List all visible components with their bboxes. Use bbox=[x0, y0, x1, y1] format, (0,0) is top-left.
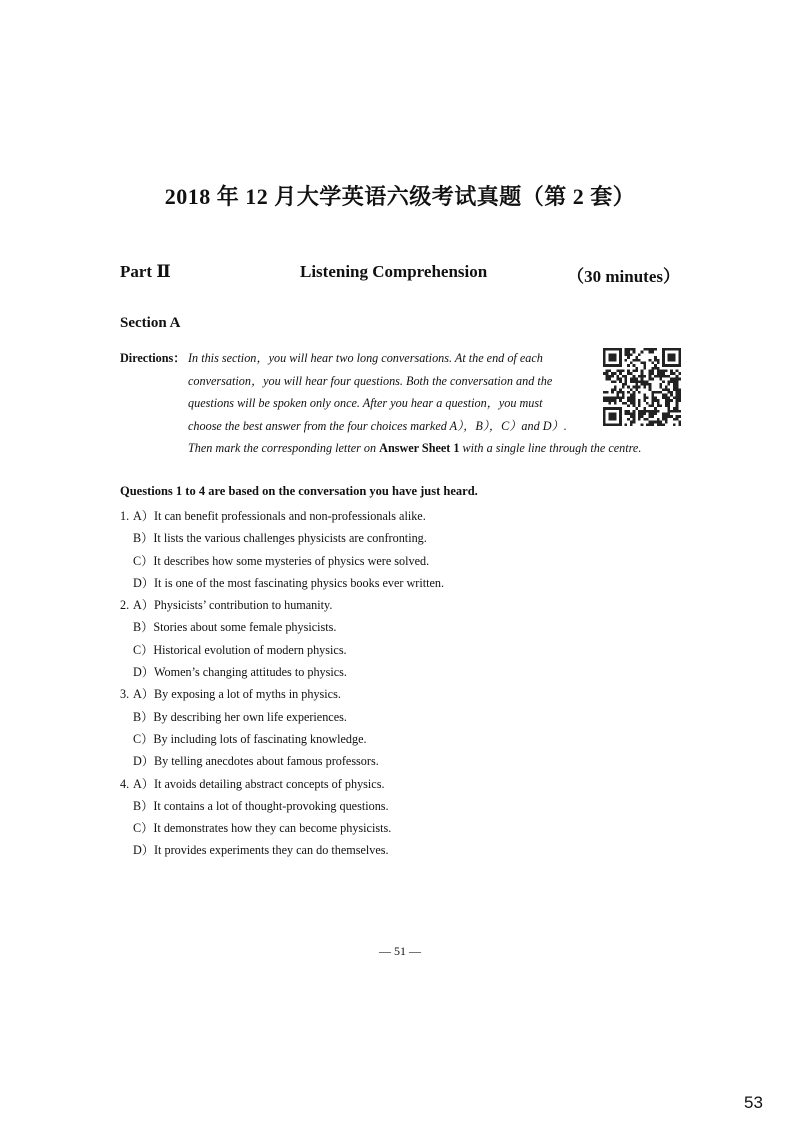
option-letter: C） bbox=[133, 642, 154, 657]
directions-line: questions will be spoken only once. After you hear a question，you must bbox=[188, 396, 543, 410]
exam-title: 2018 年 12 月大学英语六级考试真题（第 2 套） bbox=[164, 184, 636, 209]
directions-line: conversation，you will hear four questions. Both the conversation and the bbox=[188, 373, 553, 388]
option-letter: D） bbox=[133, 665, 154, 680]
option-letter: A） bbox=[133, 598, 154, 613]
question-option bbox=[120, 616, 680, 638]
option-text: Stories about some female physicists. bbox=[153, 620, 337, 635]
question-option bbox=[120, 572, 680, 594]
directions-label: Directions： bbox=[120, 351, 186, 365]
directions-line: choose the best answer from the four choices marked A），B），C）and D）. bbox=[188, 418, 567, 433]
qr-code-icon bbox=[603, 348, 681, 426]
option-text: It lists the various challenges physicists are confronting. bbox=[153, 531, 427, 546]
question-number: 1. bbox=[120, 509, 130, 523]
option-letter: C） bbox=[133, 731, 154, 746]
questions-list bbox=[120, 505, 680, 862]
option-letter: A） bbox=[133, 687, 154, 702]
option-text: It avoids detailing abstract concepts of physics. bbox=[154, 776, 385, 791]
question-option bbox=[120, 750, 680, 772]
page-number: — 51 — bbox=[379, 944, 421, 958]
option-letter: B） bbox=[133, 531, 154, 546]
option-text: By describing her own life experiences. bbox=[153, 709, 347, 724]
option-letter: D） bbox=[133, 843, 154, 858]
part-label: Part Ⅱ bbox=[120, 262, 171, 281]
option-letter: A） bbox=[133, 509, 154, 523]
part-name: Listening Comprehension bbox=[300, 262, 488, 281]
question-option bbox=[120, 728, 680, 750]
option-text: By including lots of fascinating knowledge. bbox=[153, 731, 367, 746]
question-option bbox=[120, 683, 680, 705]
directions-line-last bbox=[188, 437, 641, 460]
directions-text: with a single line through the centre. bbox=[459, 441, 642, 455]
option-letter: C） bbox=[133, 821, 154, 836]
option-text: By exposing a lot of myths in physics. bbox=[154, 687, 341, 702]
question-number: 3. bbox=[120, 687, 130, 702]
question-option bbox=[120, 661, 680, 683]
question-option bbox=[120, 795, 680, 817]
option-letter: C） bbox=[133, 553, 154, 568]
option-text: It provides experiments they can do themselves. bbox=[154, 843, 389, 858]
option-letter: B） bbox=[133, 620, 154, 635]
corner-page-number: 53 bbox=[744, 1093, 763, 1112]
option-text: Historical evolution of modern physics. bbox=[153, 642, 347, 657]
option-text: Women’s changing attitudes to physics. bbox=[154, 665, 347, 680]
option-letter: D） bbox=[133, 575, 154, 590]
option-letter: D） bbox=[133, 754, 154, 769]
option-text: It is one of the most fascinating physics books ever written. bbox=[154, 575, 445, 590]
option-text: It can benefit professionals and non-professionals alike. bbox=[154, 509, 426, 523]
question-option bbox=[120, 594, 680, 616]
question-number: 4. bbox=[120, 776, 130, 791]
option-text: By telling anecdotes about famous professors. bbox=[154, 754, 379, 769]
question-option bbox=[120, 817, 680, 839]
questions-group-heading: Questions 1 to 4 are based on the conversation you have just heard. bbox=[120, 484, 478, 498]
answer-sheet-ref: Answer Sheet 1 bbox=[379, 441, 460, 455]
section-label: Section A bbox=[120, 315, 181, 331]
option-text: It describes how some mysteries of physics were solved. bbox=[153, 553, 430, 568]
option-letter: B） bbox=[133, 709, 154, 724]
question-option bbox=[120, 706, 680, 728]
question-option bbox=[120, 839, 680, 861]
part-time: （30 minutes） bbox=[567, 267, 680, 286]
question-option bbox=[120, 639, 680, 661]
option-text: It contains a lot of thought-provoking questions. bbox=[153, 798, 389, 813]
question-option bbox=[120, 550, 680, 572]
option-letter: A） bbox=[133, 776, 154, 791]
option-letter: B） bbox=[133, 798, 154, 813]
question-option bbox=[120, 527, 680, 549]
part-header bbox=[120, 262, 680, 286]
directions-text: Then mark the corresponding letter on bbox=[188, 441, 380, 455]
question-option bbox=[120, 505, 680, 527]
directions-line: In this section，you will hear two long conversations. At the end of each bbox=[188, 351, 543, 365]
question-number: 2. bbox=[120, 598, 130, 613]
option-text: Physicists’ contribution to humanity. bbox=[154, 598, 333, 613]
question-option bbox=[120, 773, 680, 795]
option-text: It demonstrates how they can become physicists. bbox=[153, 821, 392, 836]
